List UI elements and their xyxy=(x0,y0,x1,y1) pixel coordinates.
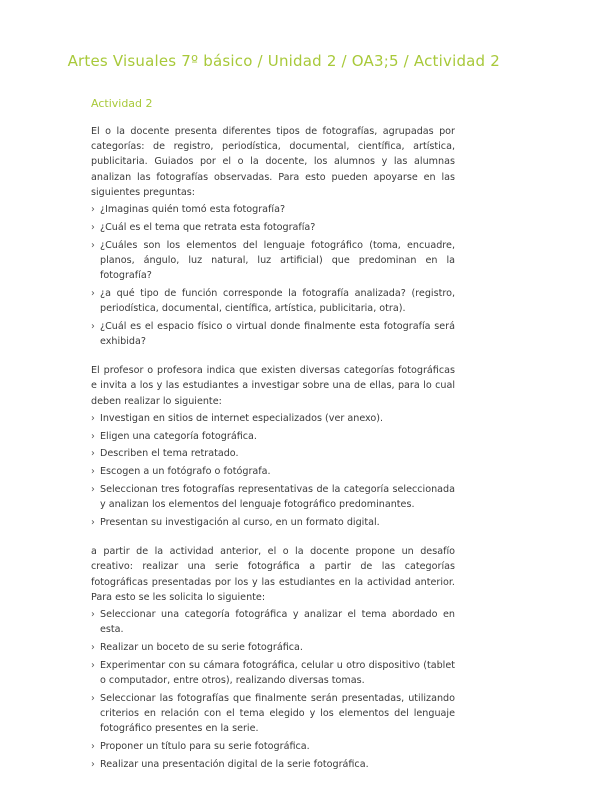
section2-task-list xyxy=(91,411,455,530)
list-item: › Seleccionar las fotografías que finalmente serán presentadas, utilizando criterios en relación con el tema elegido y los elementos del lenguaje fotográfico presentes en la serie. xyxy=(91,692,455,735)
chevron-bullet-icon: › xyxy=(91,484,95,496)
list-item: › Eligen una categoría fotográfica. xyxy=(91,429,455,444)
list-item: › Investigan en sitios de internet especializados (ver anexo). xyxy=(91,411,455,426)
section2-paragraph: El profesor o profesora indica que existen diversas categorías fotográficas e invita a los y las estudiantes a investigar sobre una de ellas, para lo cual deben realizar lo siguiente: xyxy=(91,365,455,407)
chevron-bullet-icon: › xyxy=(91,692,95,704)
chevron-bullet-icon: › xyxy=(91,221,95,233)
list-item: › ¿Cuál es el tema que retrata esta fotografía? xyxy=(91,220,455,235)
chevron-bullet-icon: › xyxy=(91,659,95,671)
list-item: › Seleccionan tres fotografías representativas de la categoría seleccionada y analizan los elementos del lenguaje fotográfico predominantes. xyxy=(91,484,455,511)
activity-subtitle: Actividad 2 xyxy=(91,97,153,110)
list-item: › Escogen a un fotógrafo o fotógrafa. xyxy=(91,464,455,479)
chevron-bullet-icon: › xyxy=(91,609,95,621)
section3-paragraph: a partir de la actividad anterior, el o la docente propone un desafío creativo: realizar una serie fotográfica a partir de las categorías fotográficas presentadas por los y las estudiantes en la actividad anterior. Para esto se les solicita lo siguiente: xyxy=(91,546,455,603)
chevron-bullet-icon: › xyxy=(91,448,95,460)
list-item: › Presentan su investigación al curso, en un formato digital. xyxy=(91,515,455,530)
section-photo-analysis xyxy=(91,124,455,349)
chevron-bullet-icon: › xyxy=(91,517,95,529)
list-item: › Realizar un boceto de su serie fotográfica. xyxy=(91,640,455,655)
list-item: › Proponer un título para su serie fotográfica. xyxy=(91,739,455,754)
chevron-bullet-icon: › xyxy=(91,320,95,332)
chevron-bullet-icon: › xyxy=(91,758,95,770)
chevron-bullet-icon: › xyxy=(91,642,95,654)
list-item: › Realizar una presentación digital de la serie fotográfica. xyxy=(91,757,455,772)
chevron-bullet-icon: › xyxy=(91,430,95,442)
section3-task-list xyxy=(91,607,455,772)
section-creative-challenge xyxy=(91,544,455,772)
list-item: › Seleccionar una categoría fotográfica y analizar el tema abordado en esta. xyxy=(91,609,455,636)
list-item: › Experimentar con su cámara fotográfica, celular u otro dispositivo (tablet o computador, entre otros), realizando diversas tomas. xyxy=(91,659,455,687)
chevron-bullet-icon: › xyxy=(91,287,95,299)
chevron-bullet-icon: › xyxy=(91,741,95,753)
list-item: › ¿Imaginas quién tomó esta fotografía? xyxy=(91,202,455,217)
list-item: › ¿Cuál es el espacio físico o virtual donde finalmente esta fotografía será exhibida? xyxy=(91,320,455,348)
chevron-bullet-icon: › xyxy=(91,412,95,424)
list-item: › Describen el tema retratado. xyxy=(91,446,455,461)
page-header-title: Artes Visuales 7º básico / Unidad 2 / OA3;5 / Actividad 2 xyxy=(67,52,500,70)
section-research xyxy=(91,363,455,530)
chevron-bullet-icon: › xyxy=(91,239,95,251)
list-item: › ¿Cuáles son los elementos del lenguaje fotográfico (toma, encuadre, planos, ángulo, luz natural, luz artificial) que predominan en la fotografía? xyxy=(91,239,455,282)
section1-question-list xyxy=(91,202,455,349)
chevron-bullet-icon: › xyxy=(91,466,95,478)
document-body xyxy=(91,97,455,775)
chevron-bullet-icon: › xyxy=(91,204,95,216)
list-item: › ¿a qué tipo de función corresponde la fotografía analizada? (registro, periodística, documental, científica, artística, publicitaria, otra). xyxy=(91,287,455,315)
section1-paragraph: El o la docente presenta diferentes tipos de fotografías, agrupadas por categorías: de registro, periodística, documental, científica, artística, publicitaria. Guiados por el o la docente, los alumnos y las alumnas analizan las fotografías observadas. Para esto pueden apoyarse en las siguientes preguntas: xyxy=(91,126,455,198)
